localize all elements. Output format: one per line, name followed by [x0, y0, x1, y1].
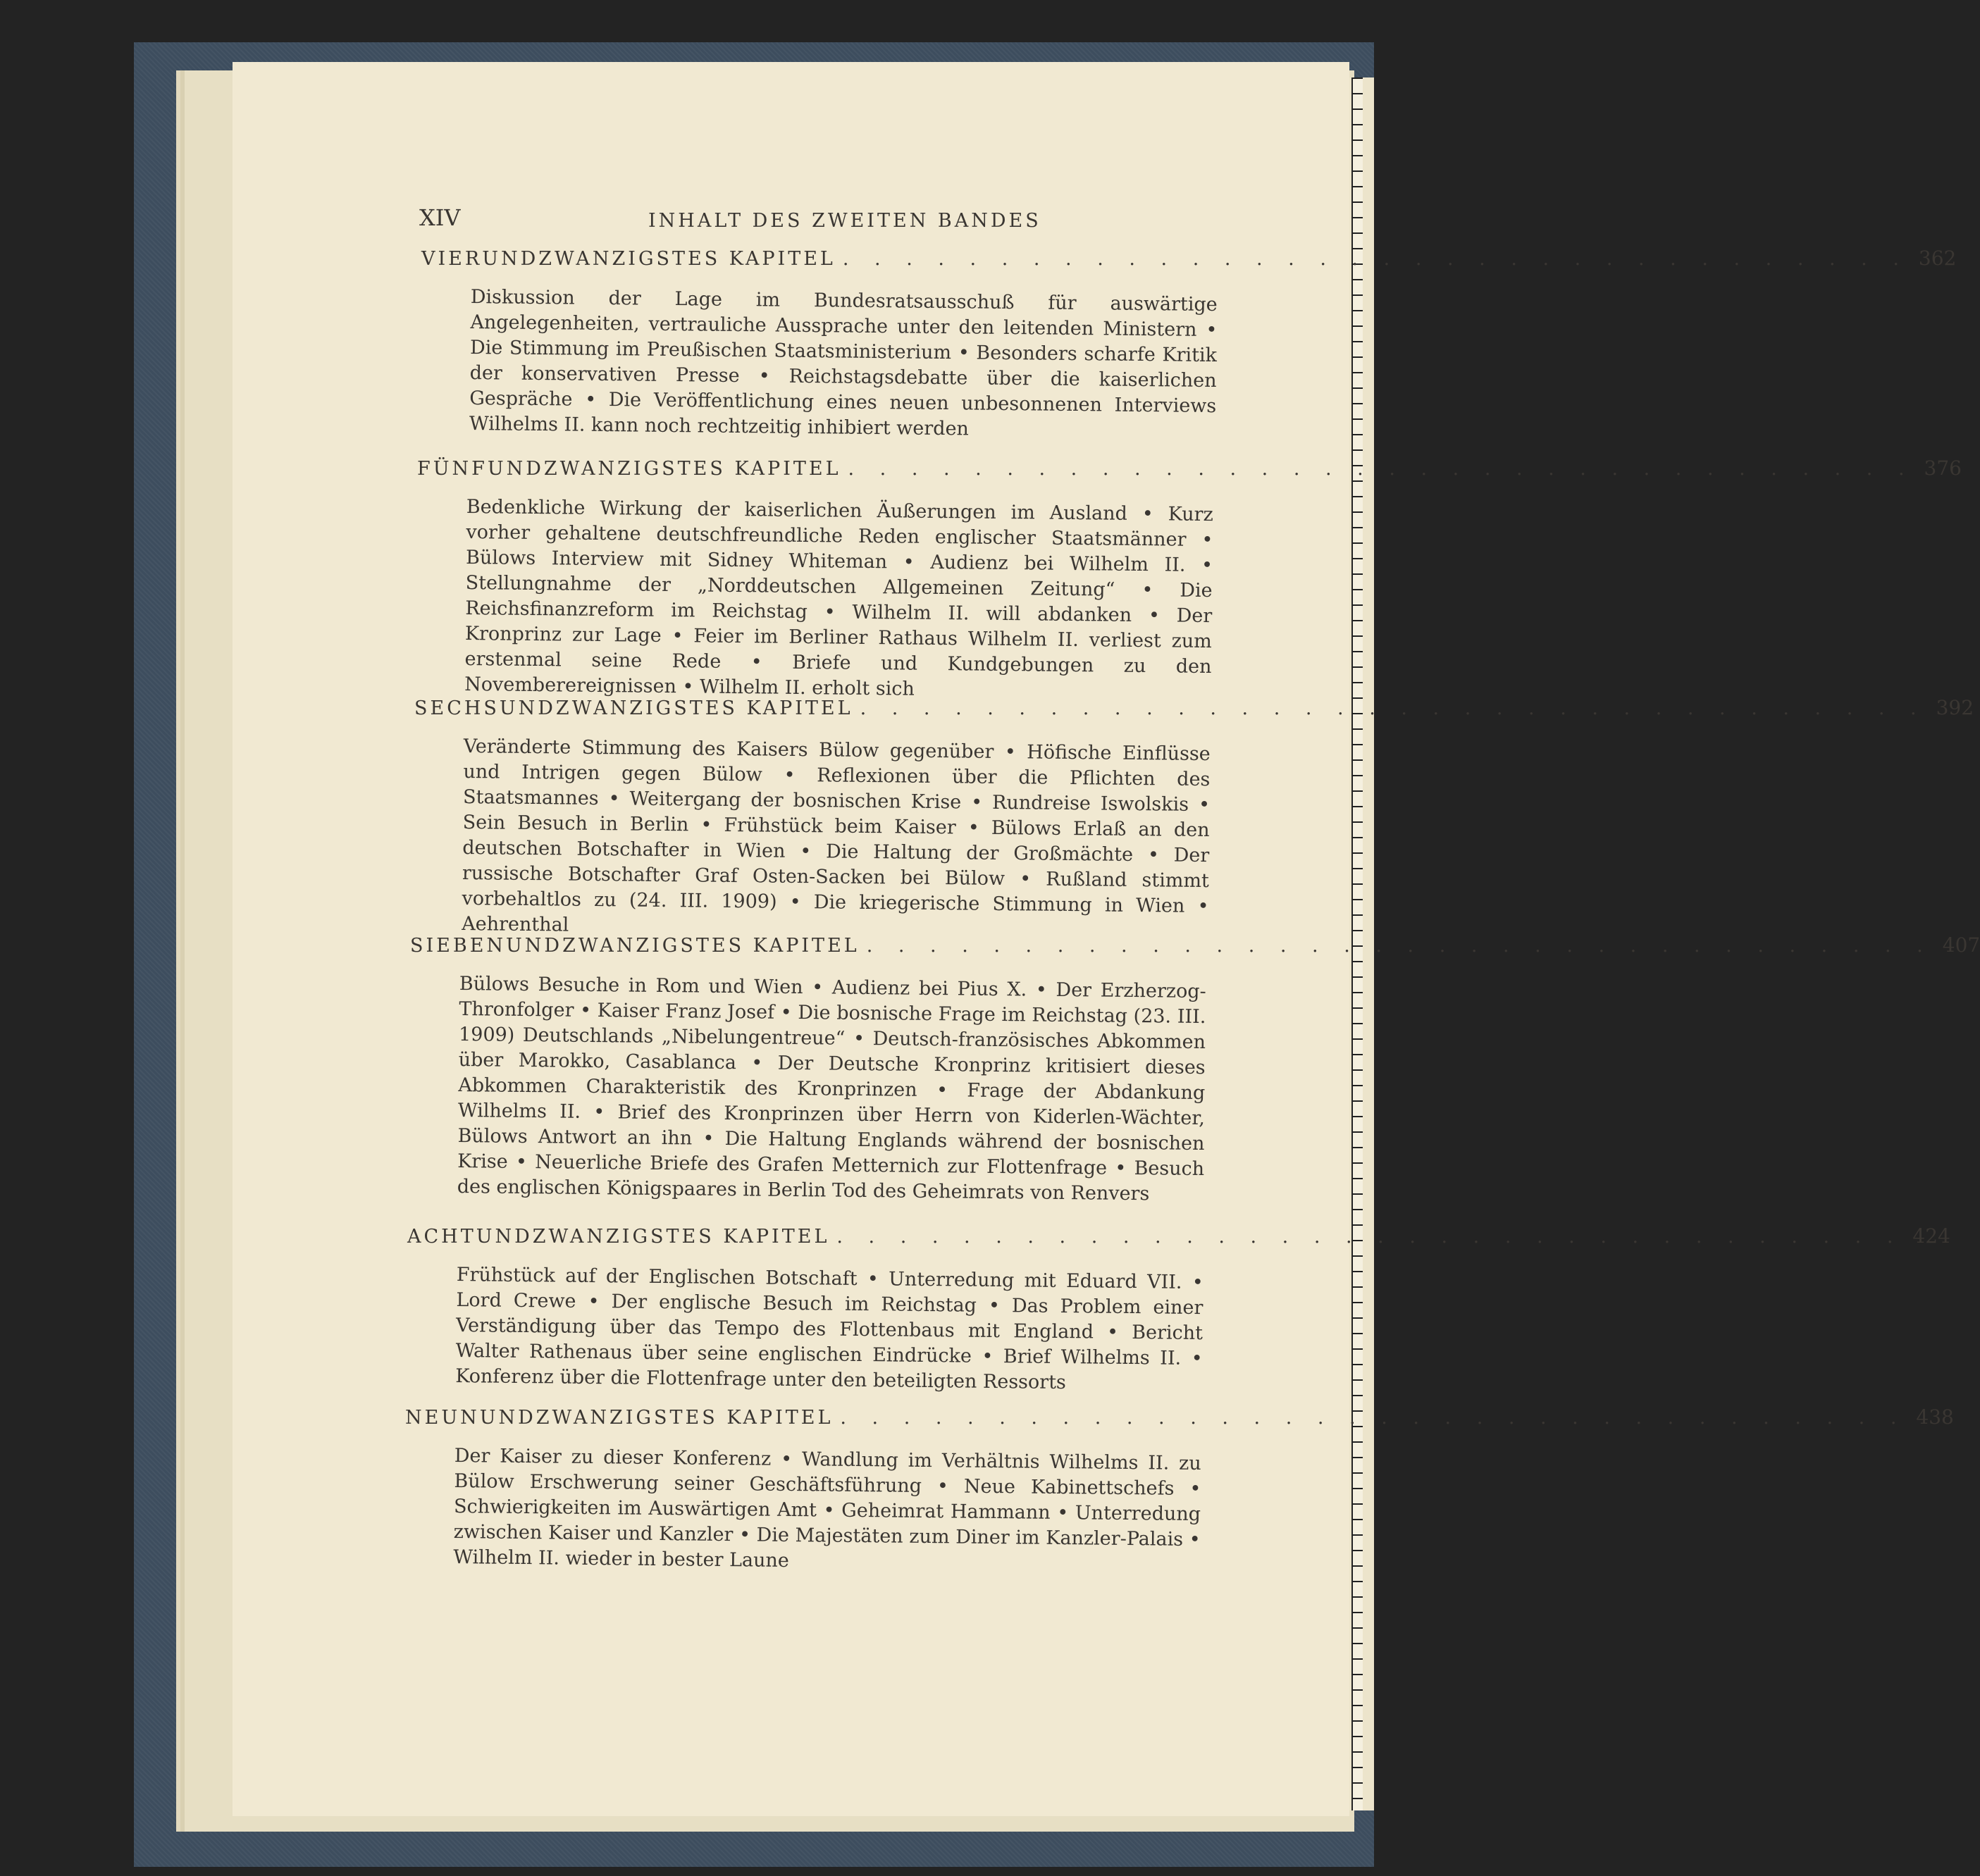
chapter-title: FÜNFUNDZWANZIGSTES KAPITEL	[417, 458, 841, 480]
chapter-entry	[405, 1405, 1954, 1572]
chapter-page-number: 424	[1912, 1224, 1950, 1248]
chapter-page-number: 438	[1916, 1405, 1954, 1429]
chapter-heading	[410, 933, 1980, 964]
chapter-title: SECHSUNDZWANZIGSTES KAPITEL	[414, 697, 853, 719]
dot-leader: . . . . . . . . . . . . . . . . . . . . . . . . . . . . . . . . . .	[840, 1407, 1907, 1429]
chapter-heading	[405, 1405, 1954, 1436]
chapter-title: VIERUNDZWANZIGSTES KAPITEL	[421, 248, 836, 270]
chapter-title: SIEBENUNDZWANZIGSTES KAPITEL	[410, 935, 860, 957]
chapter-heading	[421, 247, 1957, 278]
chapter-entry	[410, 933, 1980, 1205]
chapter-entry	[414, 696, 1974, 937]
dot-leader: . . . . . . . . . . . . . . . . . . . . . . . . . . . . . . . . . .	[860, 697, 1926, 719]
chapter-entry	[421, 247, 1957, 440]
page-number: XIV	[419, 204, 461, 231]
dot-leader: . . . . . . . . . . . . . . . . . . . . . . . . . . . . . . . . . .	[848, 458, 1914, 480]
chapter-summary: Veränderte Stimmung des Kaisers Bülow gegenüber • Höfische Einflüsse und Intrigen gegen Bülow • Reflexionen über die Pflichten des Staatsmannes • Weitergang der bosnischen Krise • Rundreise Iswolskis • Sein Besuch in Berlin • Frühstück beim Kaiser • Bülows Erlaß an den deutschen Botschafter in Wien • Die Haltung der Großmächte • Der russische Botschafter Graf Osten-Sacken bei Bülow • Rußland stimmt vorbehaltlos zu (24. III. 1909) • Die kriegerische Stimmung in Wien • Aehrenthal	[462, 735, 1211, 936]
chapter-heading	[414, 696, 1974, 727]
chapter-heading	[417, 456, 1962, 487]
dot-leader: . . . . . . . . . . . . . . . . . . . . . . . . . . . . . . . . . .	[842, 248, 1909, 270]
chapter-entry	[407, 1224, 1950, 1394]
chapter-entry	[417, 456, 1962, 700]
chapter-summary: Bülows Besuche in Rom und Wien • Audienz bei Pius X. • Der Erzherzog-Thronfolger • Kaiser Franz Josef • Die bosnische Frage im Reichstag (23. III. 1909) Deutschlands „Nibelungentreue“ • Deutsch-französisches Abkommen über Marokko, Casablanca • Der Deutsche Kronprinz kritisiert dieses Abkommen Charakteristik des Kronprinzen • Frage der Abdankung Wilhelms II. • Brief des Kronprinzen über Herrn von Kiderlen-Wächter, Bülows Antwort an ihn • Die Haltung Englands während der bosnischen Krise • Neuerliche Briefe des Grafen Metternich zur Flottenfrage • Besuch des englischen Königspaares in Berlin Tod des Geheimrats von Renvers	[457, 972, 1206, 1205]
chapter-title: ACHTUNDZWANZIGSTES KAPITEL	[407, 1226, 830, 1248]
chapter-title: NEUNUNDZWANZIGSTES KAPITEL	[405, 1407, 834, 1429]
dot-leader: . . . . . . . . . . . . . . . . . . . . . . . . . . . . . . . . . .	[836, 1226, 1903, 1248]
chapter-page-number: 376	[1924, 456, 1962, 480]
chapter-summary: Frühstück auf der Englischen Botschaft • Unterredung mit Eduard VII. • Lord Crewe • Der englische Besuch im Reichstag • Das Problem einer Verständigung über das Tempo des Flottenbaus mit England • Bericht Walter Rathenaus über seine englischen Eindrücke • Brief Wilhelms II. • Konferenz über die Flottenfrage unter den beteiligten Ressorts	[455, 1263, 1204, 1394]
running-title: INHALT DES ZWEITEN BANDES	[648, 210, 1041, 232]
chapter-summary: Der Kaiser zu dieser Konferenz • Wandlung im Verhältnis Wilhelms II. zu Bülow Erschwerung seiner Geschäftsführung • Neue Kabinettschefs • Schwierigkeiten im Auswärtigen Amt • Geheimrat Hammann • Unterredung zwischen Kaiser und Kanzler • Die Majestäten zum Diner im Kanzler-Palais • Wilhelm II. wieder in bester Laune	[453, 1445, 1201, 1572]
chapter-page-number: 362	[1918, 247, 1957, 270]
chapter-page-number: 392	[1936, 696, 1974, 719]
chapter-heading	[407, 1224, 1950, 1255]
page-header	[419, 204, 1265, 232]
chapter-summary: Diskussion der Lage im Bundesratsausschuß für auswärtige Angelegenheiten, vertrauliche Aussprache unter den leitenden Ministern • Die Stimmung im Preußischen Staatsministerium • Besonders scharfe Kritik der konservativen Presse • Reichstagsdebatte über die kaiserlichen Gespräche • Die Veröffentlichung eines neuen unbesonnenen Interviews Wilhelms II. kann noch rechtzeitig inhibiert werden	[469, 285, 1218, 440]
dot-leader: . . . . . . . . . . . . . . . . . . . . . . . . . . . . . . . . . .	[866, 935, 1933, 957]
chapter-page-number: 407	[1942, 933, 1980, 957]
chapter-summary: Bedenkliche Wirkung der kaiserlichen Äußerungen im Ausland • Kurz vorher gehaltene deutschfreundliche Reden englischer Staatsmänner • Bülows Interview mit Sidney Whiteman • Audienz bei Wilhelm II. • Stellungnahme der „Norddeutschen Allgemeinen Zeitung“ • Die Reichsfinanzreform im Reichstag • Wilhelm II. will abdanken • Der Kronprinz zur Lage • Feier im Berliner Rathaus Wilhelm II. verliest zum erstenmal seine Rede • Briefe und Kundgebungen zu den Novemberereignissen • Wilhelm II. erholt sich	[464, 495, 1213, 700]
